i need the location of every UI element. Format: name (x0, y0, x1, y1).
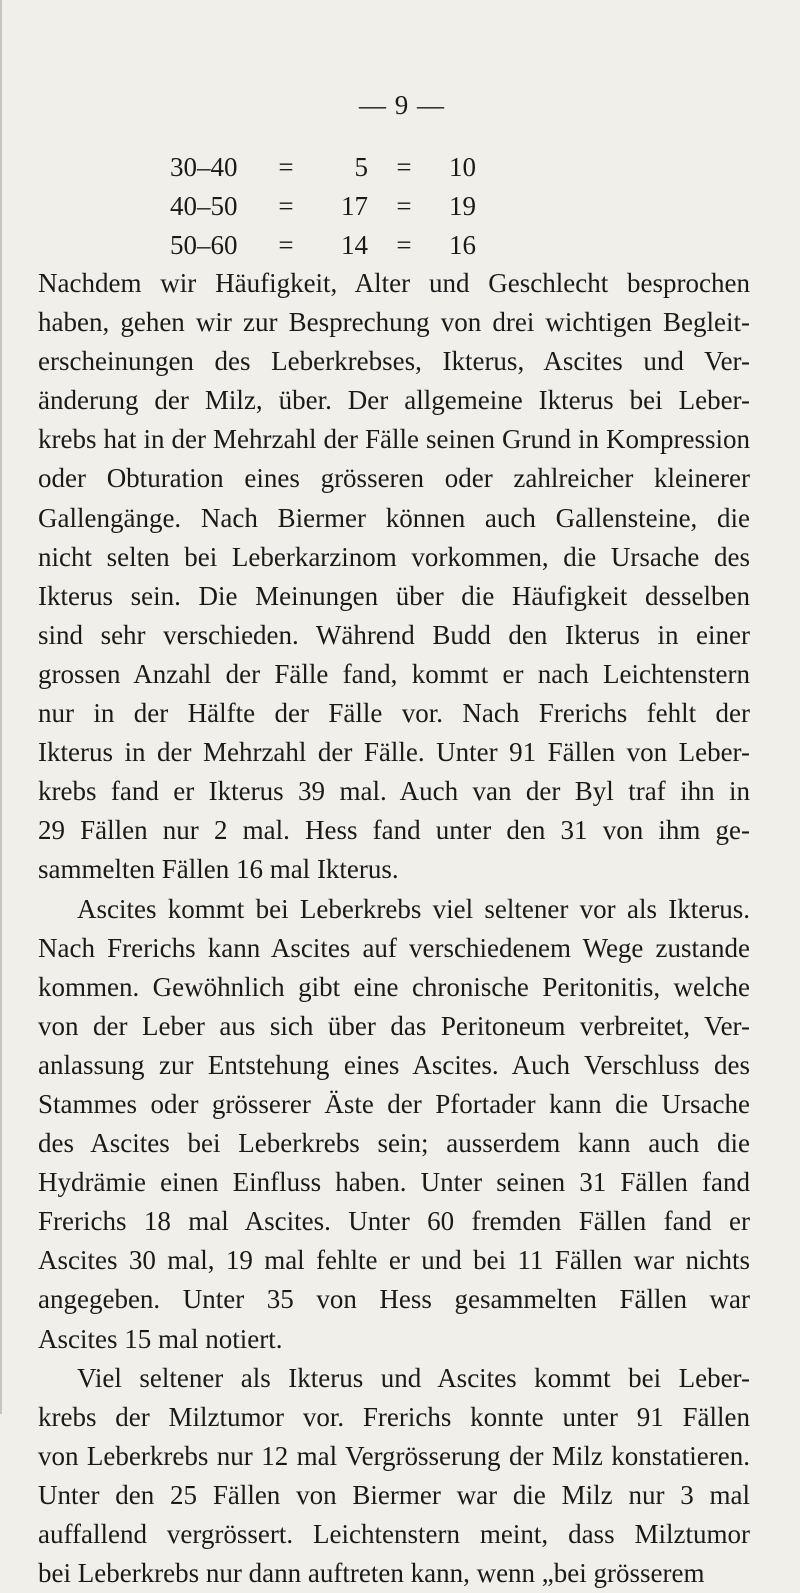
equals-sign: = (396, 152, 412, 182)
text-line: anlassung zur Entstehung eines Ascites. Auch Verschluss des (38, 1049, 750, 1080)
text-line: sammelten Fällen 16 mal Ikterus. (38, 854, 399, 885)
equals-sign: = (278, 152, 294, 182)
count-value: 17 (341, 191, 368, 221)
text-line: von Leberkrebs nur 12 mal Vergrösserung der Milz konstatieren. (38, 1440, 750, 1471)
text-line: 29 Fällen nur 2 mal. Hess fand unter den 31 von ihm ge- (38, 815, 750, 846)
text-line: angegeben. Unter 35 von Hess gesammelten Fällen war (38, 1284, 750, 1315)
text-line: Stammes oder grösserer Äste der Pfortader kann die Ursache (38, 1088, 750, 1119)
text-line: Hydrämie einen Einfluss haben. Unter seinen 31 Fällen fand (38, 1167, 750, 1198)
text-line: krebs der Milztumor vor. Frerichs konnte unter 91 Fällen (38, 1401, 750, 1432)
text-line: Ascites kommt bei Leberkrebs viel seltener vor als Ikterus. (77, 893, 750, 924)
text-line: nur in der Hälfte der Fälle vor. Nach Frerichs fehlt der (38, 698, 750, 729)
text-line: Gallengänge. Nach Biermer können auch Gallensteine, die (38, 502, 750, 533)
equals-sign: = (396, 230, 412, 260)
text-line: oder Obturation eines grösseren oder zahlreicher kleinerer (38, 463, 750, 494)
count-value: 5 (354, 152, 368, 182)
body-text (38, 264, 750, 1593)
text-line: krebs hat in der Mehrzahl der Fälle seinen Grund in Kompression (38, 424, 750, 455)
equals-sign: = (278, 230, 294, 260)
count-value: 14 (341, 230, 368, 260)
text-line: Ascites 15 mal notiert. (38, 1323, 283, 1354)
text-line: bei Leberkrebs nur dann auftreten kann, wenn „bei grösserem (38, 1558, 705, 1589)
stats-row (170, 148, 476, 187)
text-line: kommen. Gewöhnlich gibt eine chronische Peritonitis, welche (38, 971, 750, 1002)
age-range: 30–40 (170, 152, 238, 182)
text-line: Viel seltener als Ikterus und Ascites kommt bei Leber- (77, 1362, 750, 1393)
paragraph (38, 1359, 750, 1593)
text-line: änderung der Milz, über. Der allgemeine Ikterus bei Leber- (38, 385, 750, 416)
text-line: Nachdem wir Häufigkeit, Alter und Geschlecht besprochen (38, 268, 750, 298)
text-line: grossen Anzahl der Fälle fand, kommt er nach Leichtenstern (38, 658, 750, 689)
text-line: erscheinungen des Leberkrebses, Ikterus, Ascites und Ver- (38, 346, 750, 377)
stats-row (170, 187, 476, 226)
paragraph (38, 264, 750, 890)
text-line: Unter den 25 Fällen von Biermer war die Milz nur 3 mal (38, 1479, 750, 1510)
equals-sign: = (396, 191, 412, 221)
equals-sign: = (278, 191, 294, 221)
stats-row (170, 226, 476, 265)
text-line: haben, gehen wir zur Besprechung von drei wichtigen Begleit- (38, 307, 750, 338)
age-range: 50–60 (170, 230, 238, 260)
text-line: Frerichs 18 mal Ascites. Unter 60 fremden Fällen fand er (38, 1206, 750, 1237)
text-line: nicht selten bei Leberkarzinom vorkommen, die Ursache des (38, 541, 750, 572)
text-line: Ikterus in der Mehrzahl der Fälle. Unter 91 Fällen von Leber- (38, 737, 750, 768)
total-value: 16 (449, 230, 476, 260)
age-statistics-table (170, 148, 476, 265)
text-line: sind sehr verschieden. Während Budd den Ikterus in einer (38, 619, 750, 650)
text-line: krebs fand er Ikterus 39 mal. Auch van der Byl traf ihn in (38, 776, 750, 807)
age-range: 40–50 (170, 191, 238, 221)
text-line: Ikterus sein. Die Meinungen über die Häufigkeit desselben (38, 580, 750, 611)
text-line: Ascites 30 mal, 19 mal fehlte er und bei 11 Fällen war nichts (38, 1245, 750, 1276)
text-line: Nach Frerichs kann Ascites auf verschiedenem Wege zustande (38, 932, 750, 963)
paragraph (38, 890, 750, 1359)
text-line: auffallend vergrössert. Leichtenstern meint, dass Milztumor (38, 1519, 750, 1549)
text-line: des Ascites bei Leberkrebs sein; ausserdem kann auch die (38, 1128, 750, 1159)
total-value: 19 (449, 191, 476, 221)
total-value: 10 (449, 152, 476, 182)
page-number: — 9 — (359, 90, 445, 120)
text-line: von der Leber aus sich über das Peritoneum verbreitet, Ver- (38, 1010, 750, 1041)
